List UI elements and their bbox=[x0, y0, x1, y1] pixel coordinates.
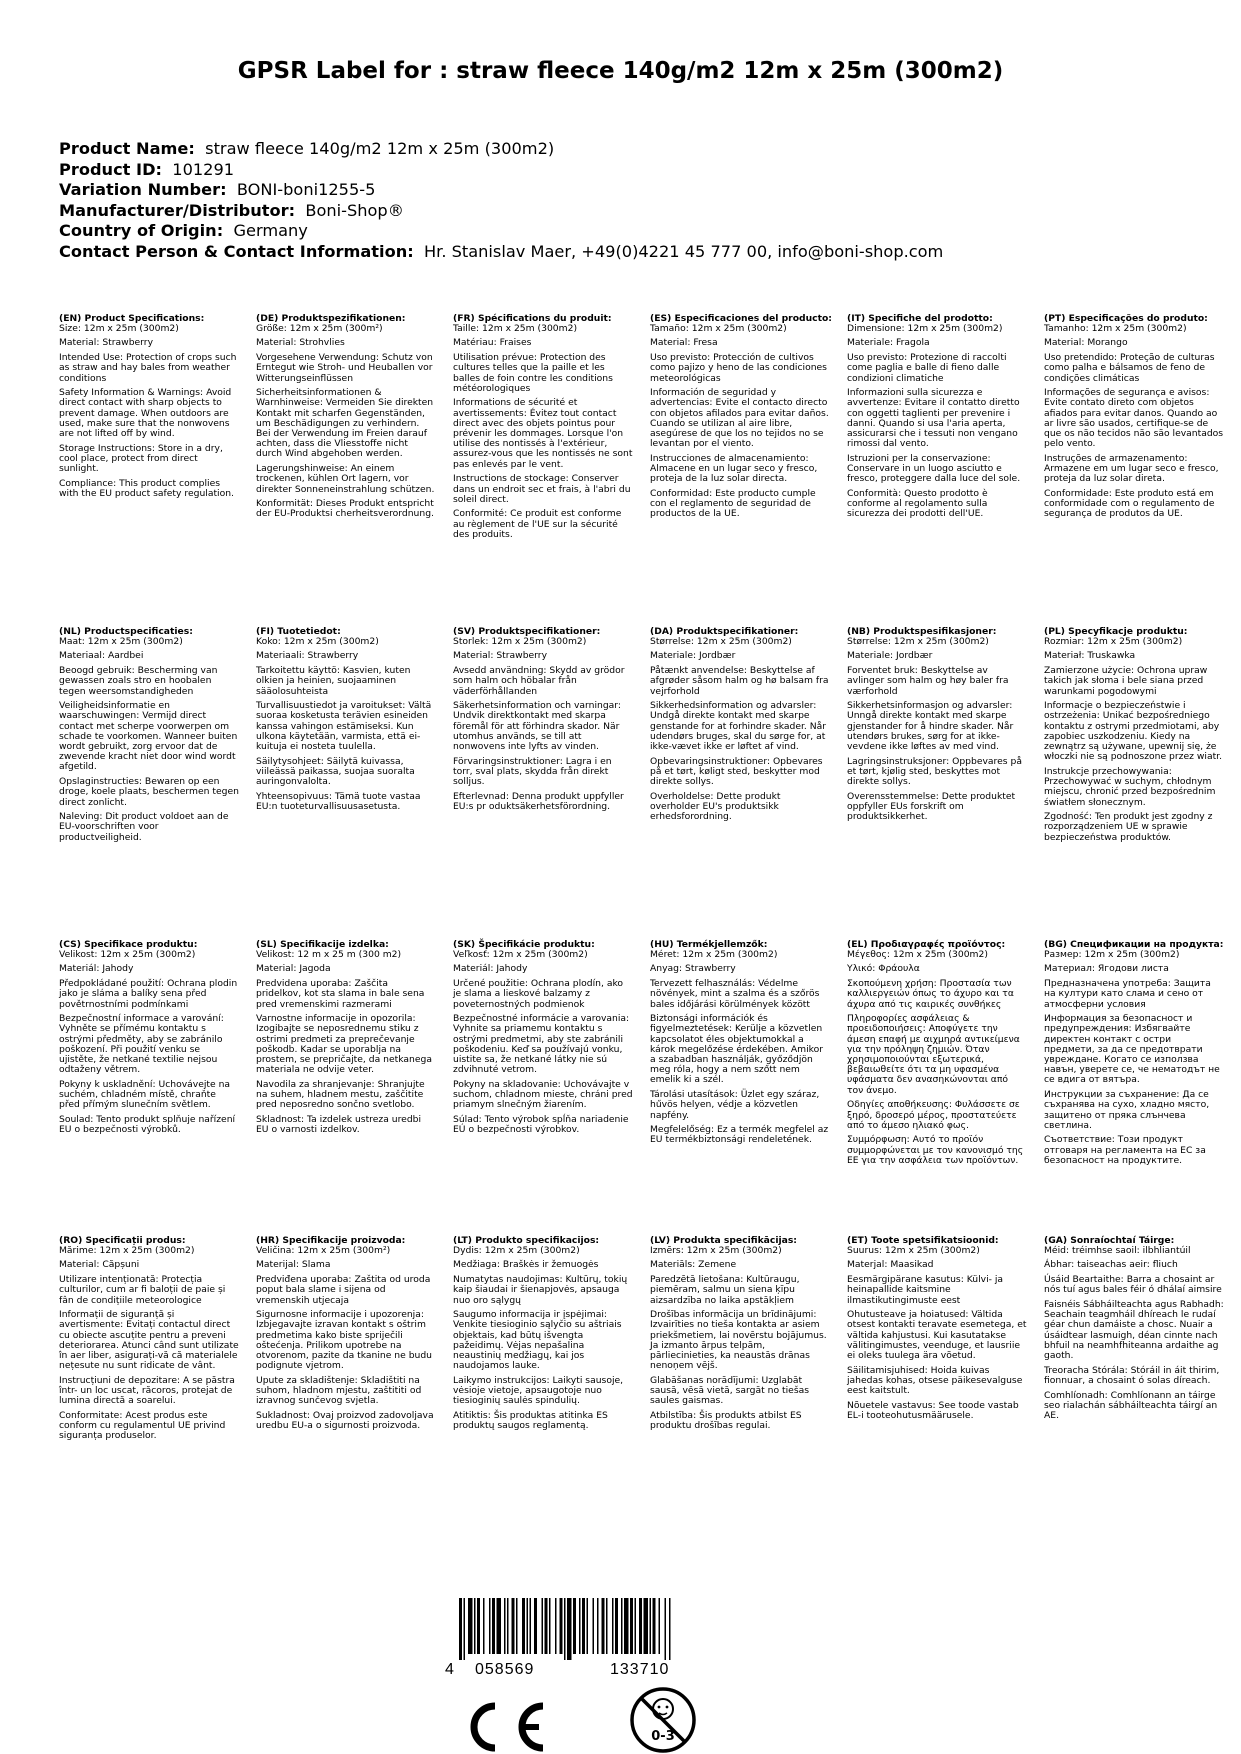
spec-paragraph: Instructions de stockage: Conserver dans un endroit sec et frais, à l'abri du soleil direct. bbox=[453, 473, 631, 505]
spec-paragraph: Инструкции за съхранение: Да се съхранява на сухо, хладно място, защитено от пряка слънчева светлина. bbox=[1044, 1089, 1210, 1131]
spec-block bbox=[256, 314, 436, 524]
spec-paragraph: Overholdelse: Dette produkt overholder EU's produktsikk erhedsforordning. bbox=[650, 790, 781, 823]
info-label: Manufacturer/Distributor: bbox=[59, 200, 296, 220]
spec-paragraph: Veiligheidsinformatie en waarschuwingen: Vermijd direct contact met scherpe voorwerpen om schade te voorkomen. Wanneer buiten wordt gebruikt, zorg ervoor dat de zwevende kracht niet door wind wordt afgetild. bbox=[59, 700, 238, 773]
spec-block bbox=[256, 940, 436, 1140]
spec-size: Размер: 12m x 25m (300m2) bbox=[1044, 949, 1180, 961]
spec-paragraph: Conformité: Ce produit est conforme au règlement de l'UE sur la sécurité des produits. bbox=[453, 508, 622, 540]
spec-paragraph: Съответствие: Този продукт отговаря на регламента на ЕС за безопасност на продуктите. bbox=[1044, 1134, 1206, 1166]
barcode-bar bbox=[459, 1598, 462, 1660]
barcode-bar bbox=[597, 1598, 599, 1654]
spec-paragraph: Overensstemmelse: Dette produktet oppfyller EUs forskrift om produktsikkerhet. bbox=[847, 790, 1016, 823]
info-value: 101291 bbox=[172, 159, 235, 179]
spec-paragraph: Anyag: Strawberry bbox=[650, 963, 736, 975]
spec-paragraph: Storage Instructions: Store in a dry, cool place, protect from direct sunlight. bbox=[59, 442, 223, 475]
spec-block bbox=[59, 1236, 239, 1446]
spec-paragraph: Ábhar: taiseachas aeir: fliuch bbox=[1044, 1259, 1178, 1271]
barcode bbox=[445, 1598, 755, 1678]
spec-paragraph: Compliance: This product complies with the EU product safety regulation. bbox=[59, 477, 234, 500]
barcode-bar bbox=[650, 1598, 652, 1654]
spec-paragraph: Säilitamisjuhised: Hoida kuivas jahedas kohas, otsese päikesevalguse eest kaitstult. bbox=[847, 1364, 1023, 1397]
barcode-bar bbox=[560, 1598, 563, 1654]
spec-paragraph: Πληροφορίες ασφάλειας & προειδοποιήσεις: Αποφύγετε την άμεση επαφή με αιχμηρά αντικείμενα για την πρόληψη ζημιών. Όταν χρησιμοποιούνται εξωτερικά, βεβαιωθείτε ότι τα μη υφασμένα υφάσματα δεν ανασηκώνονται από τον άνεμο. bbox=[847, 1013, 1020, 1096]
spec-block bbox=[453, 940, 633, 1140]
spec-heading: (IT) Specifiche del prodotto: bbox=[847, 313, 993, 324]
spec-paragraph: Medžiaga: Braškės ir žemuogės bbox=[453, 1259, 599, 1271]
spec-paragraph: Предназначена употреба: Защита на култури като слама и сено от атмосферни условия bbox=[1044, 978, 1211, 1010]
spec-size: Suurus: 12m x 25m (300m2) bbox=[847, 1245, 980, 1257]
barcode-bar bbox=[579, 1598, 581, 1654]
spec-heading: (GA) Sonraíochtaí Táirge: bbox=[1044, 1235, 1175, 1246]
barcode-bar bbox=[527, 1598, 529, 1654]
spec-paragraph: Pokyny na skladovanie: Uchovávajte v suchom, chladnom mieste, chráni pred priamym slnečným žiarením. bbox=[453, 1078, 633, 1111]
barcode-bar bbox=[555, 1598, 557, 1654]
info-value: straw fleece 140g/m2 12m x 25m (300m2) bbox=[205, 139, 555, 158]
barcode-bar bbox=[545, 1598, 548, 1654]
spec-paragraph: Informações de segurança e avisos: Evite contato direto com objetos afiados para evitar danos. Quando ao ar livre são usados, certifique-se de que os não tecidos não são levantados pelo vento. bbox=[1044, 387, 1224, 450]
spec-heading: (ET) Toote spetsifikatsioonid: bbox=[847, 1235, 999, 1246]
spec-paragraph: Navodila za shranjevanje: Shranjujte na suhem, hladnem mestu, zaščitite pred neposredno sončno svetlobo. bbox=[256, 1078, 425, 1111]
barcode-bar bbox=[549, 1598, 551, 1654]
barcode-digits-left: 058569 bbox=[475, 1661, 535, 1678]
spec-heading: (EN) Product Specifications: bbox=[59, 313, 205, 324]
spec-paragraph: Материал: Ягодови листа bbox=[1044, 963, 1169, 975]
info-label: Country of Origin: bbox=[59, 221, 224, 241]
spec-size: Dydis: 12m x 25m (300m2) bbox=[453, 1245, 580, 1257]
spec-paragraph: Laikymo instrukcijos: Laikyti sausoje, vėsioje vietoje, apsaugotoje nuo tiesioginių saulės spindulių. bbox=[453, 1374, 624, 1407]
spec-heading: (RO) Specificații produs: bbox=[59, 1235, 186, 1246]
spec-heading: (PT) Especificações do produto: bbox=[1044, 313, 1208, 324]
spec-heading: (PL) Specyfikacje produktu: bbox=[1044, 626, 1188, 637]
barcode-bar bbox=[635, 1598, 637, 1654]
spec-paragraph: Megfelelőség: Ez a termék megfelel az EU termékbiztonsági rendeletének. bbox=[650, 1124, 829, 1146]
spec-heading: (DE) Produktspezifikationen: bbox=[256, 313, 406, 324]
spec-paragraph: Sikkerhetsinformasjon og advarsler: Unngå direkte kontakt med skarpe gjenstander for å hindre skader. Når utendørs brukes, sørg for at ikke-vevdene ikke løftes av med vind. bbox=[847, 700, 1014, 753]
spec-paragraph: Materiāls: Zemene bbox=[650, 1259, 737, 1271]
barcode-bar bbox=[615, 1598, 618, 1654]
spec-paragraph: Saugumo informacija ir įspėjimai: Venkite tiesioginio sąlyčio su aštriais objektais, kad būtų išvengta pažeidimų. Vėjas nepašalina neaustinių medžiagų, kai jos naudojamos lauke. bbox=[453, 1309, 622, 1372]
barcode-bar bbox=[512, 1598, 515, 1654]
age-warning-icon bbox=[628, 1686, 698, 1754]
spec-paragraph: Υλικό: Φράουλα bbox=[847, 963, 920, 975]
barcode-bar bbox=[489, 1598, 491, 1654]
spec-block bbox=[1044, 314, 1224, 524]
spec-heading: (HU) Termékjellemzők: bbox=[650, 939, 768, 950]
spec-paragraph: Sigurnosne informacije i upozorenja: Izbjegavajte izravan kontakt s oštrim predmetima kako biste spriječili oštećenja. Prilikom upotrebe na otvorenom, pazite da tkanine ne budu podignute vjetrom. bbox=[256, 1309, 433, 1372]
spec-paragraph: Opslaginstructies: Bewaren op een droge, koele plaats, beschermen tegen direct zonlicht. bbox=[59, 776, 239, 808]
barcode-bar bbox=[567, 1598, 572, 1660]
spec-size: Méid: tréimhse saoil: ilbhliantúil bbox=[1044, 1245, 1191, 1257]
country-row bbox=[59, 221, 943, 242]
spec-paragraph: Materiaal: Aardbei bbox=[59, 650, 144, 662]
spec-paragraph: Beoogd gebruik: Bescherming van gewassen zoals stro en hoobalen tegen weersomstandigheden bbox=[59, 665, 218, 697]
spec-block bbox=[256, 1236, 436, 1436]
spec-paragraph: Comhlíonadh: Comhlíonann an táirge seo rialachán sábháilteachta táirgí an AE. bbox=[1044, 1389, 1218, 1422]
spec-paragraph: Tervezett felhasználás: Védelme növények, mint a szalma és a szőrös bales időjárási körülmények között bbox=[650, 978, 820, 1010]
spec-block bbox=[1044, 1236, 1224, 1426]
spec-paragraph: Materijal: Slama bbox=[256, 1259, 331, 1271]
spec-paragraph: Säilytysohjeet: Säilytä kuivassa, viileässä paikassa, suojaa suoralta auringonvalolta. bbox=[256, 755, 415, 788]
spec-paragraph: Materiał: Truskawka bbox=[1044, 650, 1136, 662]
product-info bbox=[59, 139, 943, 263]
contact-row bbox=[59, 242, 943, 263]
spec-paragraph: Conformitate: Acest produs este conform cu regulamentul UE privind siguranța produselor. bbox=[59, 1410, 226, 1442]
spec-heading: (ES) Especificaciones del producto: bbox=[650, 313, 832, 324]
barcode-bar bbox=[602, 1598, 605, 1654]
spec-block bbox=[847, 940, 1027, 1171]
spec-paragraph: Varnostne informacije in opozorila: Izogibajte se neposrednemu stiku z ostrimi predmeti za preprečevanje poškodb. Kadar se uporablja na prostem, se prepričajte, da netkanega materiala ne odvije veter. bbox=[256, 1013, 432, 1076]
spec-paragraph: Materiale: Jordbær bbox=[847, 650, 933, 662]
spec-paragraph: Conformidade: Este produto está em conformidade com o regulamento de segurança de produtos da UE. bbox=[1044, 488, 1215, 520]
barcode-bar bbox=[573, 1598, 576, 1654]
spec-paragraph: Förvaringsinstruktioner: Lagra i en torr, sval plats, skydda från direkt solljus. bbox=[453, 755, 612, 788]
spec-paragraph: Instrucțiuni de depozitare: A se păstra într- un loc uscat, răcoros, protejat de lumina directă a soarelui. bbox=[59, 1374, 235, 1407]
spec-heading: (LT) Produkto specifikacijos: bbox=[453, 1235, 600, 1246]
info-value: BONI-boni1255-5 bbox=[236, 180, 376, 200]
spec-paragraph: Faisnéis Sábháilteachta agus Rabhadh: Seachain teagmháil dhíreach le rudaí géar chun damáiste a chosc. Nuair a úsáidtear lasmuigh, déan cinnte nach bhfuil na neamhfhiteanna ardaithe ag gaoth. bbox=[1044, 1299, 1224, 1362]
spec-size: Dimensione: 12m x 25m (300m2) bbox=[847, 323, 1003, 335]
barcode-bar bbox=[564, 1598, 566, 1660]
spec-paragraph: Materiál: Jahody bbox=[453, 963, 528, 975]
spec-heading: (FI) Tuotetiedot: bbox=[256, 626, 341, 637]
spec-paragraph: Material: Jagoda bbox=[256, 963, 331, 975]
spec-paragraph: Treoracha Stórála: Stóráil in áit thirim, fionnuar, a chosaint ó solas díreach. bbox=[1044, 1364, 1220, 1386]
spec-paragraph: Istruzioni per la conservazione: Conservare in un luogo asciutto e fresco, proteggere dalla luce del sole. bbox=[847, 452, 1021, 485]
spec-paragraph: Skladnost: Ta izdelek ustreza uredbi EU o varnosti izdelkov. bbox=[256, 1114, 422, 1136]
spec-paragraph: Material: Strawberry bbox=[453, 650, 548, 662]
spec-paragraph: Utilizare intenționată: Protecția culturilor, cum ar fi baloții de paie și fân de condițiile meteorologice bbox=[59, 1274, 226, 1306]
spec-size: Tamanho: 12m x 25m (300m2) bbox=[1044, 323, 1187, 335]
barcode-bar bbox=[621, 1598, 623, 1654]
spec-size: Μέγεθος: 12m x 25m (300m2) bbox=[847, 949, 988, 961]
spec-block bbox=[847, 1236, 1027, 1426]
spec-block bbox=[59, 627, 239, 847]
spec-size: Izmērs: 12m x 25m (300m2) bbox=[650, 1245, 782, 1257]
spec-paragraph: Upute za skladištenje: Skladištiti na suhom, hladnom mjestu, zaštititi od izravnog sunčevog svjetla. bbox=[256, 1374, 422, 1407]
spec-paragraph: Predvidena uporaba: Zaščita pridelkov, kot sta slama in bale sena pred vremenskimi razmerami bbox=[256, 978, 425, 1010]
spec-block bbox=[1044, 940, 1224, 1171]
barcode-bar bbox=[669, 1598, 671, 1660]
barcode-bar bbox=[477, 1598, 480, 1654]
spec-paragraph: Material: Strawberry bbox=[59, 337, 154, 349]
spec-block bbox=[1044, 627, 1224, 847]
spec-paragraph: Glabāšanas norādījumi: Uzglabāt sausā, vēsā vietā, sargāt no tiešas saules gaismas. bbox=[650, 1374, 810, 1407]
spec-block bbox=[847, 627, 1027, 827]
spec-paragraph: Určené použitie: Ochrana plodín, ako je slama a lieskové balzamy z poveternostných podmienok bbox=[453, 978, 624, 1010]
info-label: Contact Person & Contact Information: bbox=[59, 241, 414, 261]
spec-paragraph: Paredzētā lietošana: Kultūraugu, piemēram, salmu un siena ķīpu aizsardzība no laika apstākļiem bbox=[650, 1274, 800, 1306]
spec-paragraph: Οδηγίες αποθήκευσης: Φυλάσσετε σε ξηρό, δροσερό μέρος, προστατεύετε από το άμεσο ηλιακό φως. bbox=[847, 1099, 1020, 1131]
spec-paragraph: Material: Strohvlies bbox=[256, 337, 345, 349]
spec-paragraph: Bezpečnostní informace a varování: Vyhněte se přímému kontaktu s ostrými předměty, aby se zabránilo poškození. Při použití venku se ujistěte, že netkané textilie nejsou odtaženy větrem. bbox=[59, 1013, 224, 1076]
spec-paragraph: Material: Morango bbox=[1044, 337, 1128, 349]
spec-paragraph: Materjal: Maasikad bbox=[847, 1259, 934, 1271]
spec-paragraph: Opbevaringsinstruktioner: Opbevares på et tørt, køligt sted, beskytter mod direkte sollys. bbox=[650, 755, 823, 788]
spec-paragraph: Conformità: Questo prodotto è conforme al regolamento sulla sicurezza dei prodotti dell'UE. bbox=[847, 488, 988, 520]
spec-heading: (BG) Спецификации на продукта: bbox=[1044, 939, 1224, 950]
barcode-bar bbox=[593, 1598, 595, 1654]
spec-paragraph: Instrukcje przechowywania: Przechowywać w suchym, chłodnym miejscu, chronić przed bezpośrednim światłem słonecznym. bbox=[1044, 765, 1216, 808]
spec-paragraph: Uso pretendido: Proteção de culturas como palha e bálsamos de feno de condições climáticas bbox=[1044, 352, 1215, 384]
barcode-bar bbox=[464, 1598, 466, 1660]
age-warning-text: 0-3 bbox=[651, 1729, 675, 1744]
spec-paragraph: Informazioni sulla sicurezza e avvertenze: Evitare il contatto diretto con oggetti taglienti per prevenire i danni. Quando si usa l'aria aperta, assicurarsi che i tessuti non vengano rimossi dal vento. bbox=[847, 387, 1020, 450]
spec-paragraph: Drošības informācija un brīdinājumi: Izvairīties no tieša kontakta ar asiem priekšmetiem, lai novērstu bojājumus. Ja izmanto ārpus telpām, pārliecinieties, ka neaustās drānas nenoņem vējš. bbox=[650, 1309, 827, 1372]
spec-size: Størrelse: 12m x 25m (300m2) bbox=[847, 636, 989, 648]
spec-heading: (NL) Productspecificaties: bbox=[59, 626, 193, 637]
spec-size: Méret: 12m x 25m (300m2) bbox=[650, 949, 778, 961]
spec-paragraph: Soulad: Tento produkt splňuje nařízení EU o bezpečnosti výrobků. bbox=[59, 1114, 236, 1136]
spec-block bbox=[59, 940, 239, 1140]
spec-heading: (SL) Specifikacije izdelka: bbox=[256, 939, 389, 950]
spec-paragraph: Uso previsto: Protezione di raccolti come paglia e balle di fieno dalle condizioni climatiche bbox=[847, 352, 1007, 384]
barcode-bar bbox=[630, 1598, 633, 1654]
barcode-bar bbox=[624, 1598, 629, 1654]
barcode-bar bbox=[507, 1598, 509, 1654]
barcode-bar bbox=[606, 1598, 608, 1654]
spec-paragraph: Konformität: Dieses Produkt entspricht der EU-Produktsi cherheitsverordnung. bbox=[256, 498, 434, 520]
spec-paragraph: Materiale: Jordbær bbox=[650, 650, 736, 662]
spec-paragraph: Materiál: Jahody bbox=[59, 963, 134, 975]
spec-paragraph: Předpokládané použití: Ochrana plodin jako je sláma a balíky sena před povětrnostními podmínkami bbox=[59, 978, 238, 1010]
spec-paragraph: Atitiktis: Šis produktas atitinka ES produktų saugos reglamentą. bbox=[453, 1410, 608, 1432]
spec-block bbox=[650, 940, 830, 1150]
spec-paragraph: Forventet bruk: Beskyttelse av avlinger som halm og høy baler fra værforhold bbox=[847, 665, 1009, 697]
spec-paragraph: Súlad: Tento výrobok spĺňa nariadenie EÚ o bezpečnosti výrobkov. bbox=[453, 1114, 629, 1136]
spec-size: Veľkosť: 12m x 25m (300m2) bbox=[453, 949, 588, 961]
spec-paragraph: Turvallisuustiedot ja varoitukset: Vältä suoraa kosketusta terävien esineiden kanssa vahingon estämiseksi. Kun ulkona käytetään, varmista, että ei-kuituja ei nosteta tuulella. bbox=[256, 700, 432, 753]
spec-size: Size: 12m x 25m (300m2) bbox=[59, 323, 179, 335]
spec-paragraph: Información de seguridad y advertencias: Evite el contacto directo con objetos afilados para evitar daños. Cuando se utilizan al aire libre, asegúrese de que los no tejidos no se levantan por el viento. bbox=[650, 387, 829, 450]
spec-paragraph: Zamierzone użycie: Ochrona upraw takich jak słoma i bele siana przed warunkami pogodowymi bbox=[1044, 665, 1208, 697]
barcode-bar bbox=[587, 1598, 589, 1654]
spec-heading: (FR) Spécifications du produit: bbox=[453, 313, 612, 324]
manufacturer-row bbox=[59, 201, 943, 222]
spec-block bbox=[59, 314, 239, 504]
spec-paragraph: Materiale: Fragola bbox=[847, 337, 930, 349]
spec-paragraph: Eesmärgipärane kasutus: Külvi- ja heinapallide kaitsmine ilmastikutingimuste eest bbox=[847, 1274, 1004, 1306]
spec-size: Koko: 12m x 25m (300m2) bbox=[256, 636, 379, 648]
barcode-bar bbox=[542, 1598, 544, 1654]
info-label: Product ID: bbox=[59, 159, 162, 179]
spec-heading: (SV) Produktspecifikationer: bbox=[453, 626, 601, 637]
spec-paragraph: Predviđena uporaba: Zaštita od uroda poput bala slame i sijena od vremenskih utjecaja bbox=[256, 1274, 431, 1306]
spec-paragraph: Lagerungshinweise: An einem trockenen, kühlen Ort lagern, vor direkter Sonneneinstrahlung schützen. bbox=[256, 463, 435, 495]
info-value: Germany bbox=[233, 221, 308, 241]
info-label: Product Name: bbox=[59, 139, 195, 158]
spec-size: Størrelse: 12m x 25m (300m2) bbox=[650, 636, 792, 648]
spec-paragraph: Material: Fresa bbox=[650, 337, 718, 349]
barcode-bar bbox=[530, 1598, 532, 1654]
spec-size: Mărime: 12m x 25m (300m2) bbox=[59, 1245, 195, 1257]
spec-paragraph: Informations de sécurité et avertissements: Évitez tout contact direct avec des objets pointus pour prévenir les dommages. Lorsque l'on utilise des nontissés à l'extérieur, assurez-vous que les nontissés ne sont pas enlevés par le vent. bbox=[453, 397, 633, 470]
spec-block bbox=[453, 314, 633, 545]
spec-paragraph: Naleving: Dit product voldoet aan de EU-voorschriften voor productveiligheid. bbox=[59, 811, 229, 843]
spec-paragraph: Uso previsto: Protección de cultivos como pajizo y heno de las condiciones meteorológicas bbox=[650, 352, 827, 384]
spec-size: Velikost: 12 m x 25 m (300 m2) bbox=[256, 949, 402, 961]
barcode-bar bbox=[522, 1598, 525, 1654]
spec-heading: (CS) Specifikace produktu: bbox=[59, 939, 198, 950]
spec-size: Größe: 12m x 25m (300m²) bbox=[256, 323, 383, 335]
spec-heading: (SK) Špecifikácie produktu: bbox=[453, 939, 595, 950]
spec-size: Velikost: 12m x 25m (300m2) bbox=[59, 949, 196, 961]
barcode-bar bbox=[483, 1598, 485, 1654]
spec-paragraph: Conformidad: Este producto cumple con el reglamento de seguridad de productos de la UE. bbox=[650, 488, 816, 520]
spec-heading: (NB) Produktspesifikasjoner: bbox=[847, 626, 997, 637]
info-value: Boni-Shop® bbox=[305, 200, 404, 220]
spec-paragraph: Safety Information & Warnings: Avoid direct contact with sharp objects to prevent damage. When outdoors are used, make sure that the nonwovens are not lifted off by wind. bbox=[59, 387, 232, 440]
spec-paragraph: Zgodność: Ten produkt jest zgodny z rozporządzeniem UE w sprawie bezpieczeństwa produktów. bbox=[1044, 811, 1213, 843]
spec-paragraph: Säkerhetsinformation och varningar: Undvik direktkontakt med skarpa föremål för att förhindra skador. När utomhus används, se till att nonwovens inte lyfts av vinden. bbox=[453, 700, 622, 753]
spec-paragraph: Bezpečnostné informácie a varovania: Vyhnite sa priamemu kontaktu s ostrými predmetmi, aby ste zabránili poškodeniu. Keď sa používajú vonku, uistite sa, že netkané látky nie sú zdvihnuté vetrom. bbox=[453, 1013, 630, 1076]
barcode-bar bbox=[492, 1598, 495, 1654]
barcode-bar bbox=[665, 1598, 667, 1660]
barcode-bar bbox=[644, 1598, 649, 1654]
product-id-row bbox=[59, 160, 943, 181]
barcode-bar bbox=[504, 1598, 506, 1654]
spec-paragraph: Biztonsági információk és figyelmeztetések: Kerülje a közvetlen kapcsolatot éles objektumokkal a károk megelőzése érdekében. Amikor a szabadban használják, győződjön meg róla, hogy a nem szőtt nem emelik ki a szél. bbox=[650, 1013, 824, 1086]
spec-size: Rozmiar: 12m x 25m (300m2) bbox=[1044, 636, 1183, 648]
spec-size: Maat: 12m x 25m (300m2) bbox=[59, 636, 183, 648]
spec-size: Taille: 12m x 25m (300m2) bbox=[453, 323, 578, 335]
spec-paragraph: Vorgesehene Verwendung: Schutz von Erntegut wie Stroh- und Heuballen vor Witterungseinflüssen bbox=[256, 352, 433, 384]
barcode-bar bbox=[639, 1598, 642, 1654]
spec-block bbox=[453, 1236, 633, 1436]
spec-block bbox=[650, 314, 830, 524]
spec-paragraph: Atbilstība: Šis produkts atbilst ES produktu drošības regulai. bbox=[650, 1410, 802, 1432]
spec-paragraph: Tárolási utasítások: Üzlet egy száraz, hűvös helyen, védje a közvetlen napfény. bbox=[650, 1089, 820, 1121]
spec-heading: (DA) Produktspecifikationer: bbox=[650, 626, 799, 637]
spec-block bbox=[650, 627, 830, 827]
spec-paragraph: Intended Use: Protection of crops such as straw and hay bales from weather conditions bbox=[59, 352, 237, 384]
barcode-bar bbox=[653, 1598, 656, 1654]
spec-paragraph: Ohutusteave ja hoiatused: Vältida otsest kontakti teravate esemetega, et vältida kahjustusi. Kui kasutatakse välitingimustes, veenduge, et lausriie ei oleks tuulega ära võetud. bbox=[847, 1309, 1027, 1362]
barcode-digit-lead: 4 bbox=[445, 1661, 454, 1678]
spec-size: Veličina: 12m x 25m (300m²) bbox=[256, 1245, 391, 1257]
spec-paragraph: Informacje o bezpieczeństwie i ostrzeżenia: Unikać bezpośredniego kontaktu z ostrymi przedmiotami, aby zapobiec uszkodzeniu. Kiedy na zewnątrz są używane, upewnij się, że włoczki nie są podnoszone przez wiatr. bbox=[1044, 700, 1223, 763]
barcode-bar bbox=[659, 1598, 661, 1654]
barcode-bar bbox=[612, 1598, 614, 1654]
barcode-bar bbox=[474, 1598, 476, 1654]
barcode-bar bbox=[534, 1598, 537, 1654]
product-name-row bbox=[59, 139, 943, 160]
spec-paragraph: Sikkerhedsinformation og advarsler: Undgå direkte kontakt med skarpe genstande for at forhindre skader. Når udendørs bruges, skal du sørge for, at ikke-vævet ikke er løftet af vind. bbox=[650, 700, 827, 753]
spec-paragraph: Matériau: Fraises bbox=[453, 337, 532, 349]
spec-heading: (EL) Προδιαγραφές προϊόντος: bbox=[847, 939, 1006, 950]
spec-paragraph: Úsáid Beartaithe: Barra a chosaint ar nós tuí agus bales féir ó dhálaí aimsire bbox=[1044, 1274, 1222, 1296]
barcode-bar bbox=[497, 1598, 502, 1654]
spec-block bbox=[453, 627, 633, 817]
barcode-bar bbox=[468, 1598, 473, 1654]
spec-block bbox=[256, 627, 436, 817]
spec-paragraph: Avsedd användning: Skydd av grödor som halm och höbalar från väderförhållanden bbox=[453, 665, 625, 697]
info-value: Hr. Stanislav Maer, +49(0)4221 45 777 00, info@boni-shop.com bbox=[424, 241, 944, 261]
spec-paragraph: Instrucciones de almacenamiento: Almacene en un lugar seco y fresco, proteja de la luz solar directa. bbox=[650, 452, 818, 485]
spec-paragraph: Sicherheitsinformationen & Warnhinweise: Vermeiden Sie direkten Kontakt mit scharfen Gegenständen, um Beschädigungen zu verhindern. Bei der Verwendung im Freien darauf achten, dass die Vliesstoffe nicht durch Wind abgehoben werden. bbox=[256, 387, 434, 460]
ce-mark-icon bbox=[455, 1700, 551, 1754]
info-label: Variation Number: bbox=[59, 180, 227, 200]
barcode-bar bbox=[582, 1598, 585, 1654]
spec-paragraph: Nõuetele vastavus: See toode vastab EL-i tooteohutusmäärusele. bbox=[847, 1399, 1019, 1422]
spec-paragraph: Yhteensopivuus: Tämä tuote vastaa EU:n tuoteturvallisuusasetusta. bbox=[256, 790, 421, 813]
spec-size: Storlek: 12m x 25m (300m2) bbox=[453, 636, 587, 648]
spec-paragraph: Numatytas naudojimas: Kultūrų, tokių kaip šiaudai ir šienapjovės, apsauga nuo oro sąlygų bbox=[453, 1274, 628, 1306]
spec-paragraph: Pokyny k uskladnění: Uchovávejte na suchém, chladném místě, chraňte před přímým slunečním světlem. bbox=[59, 1078, 231, 1111]
variation-number-row bbox=[59, 180, 943, 201]
spec-paragraph: Utilisation prévue: Protection des cultures telles que la paille et les balles de foin contre les conditions météorologiques bbox=[453, 352, 613, 394]
spec-heading: (LV) Produkta specifikācijas: bbox=[650, 1235, 797, 1246]
barcode-bar bbox=[516, 1598, 518, 1654]
spec-paragraph: Efterlevnad: Denna produkt uppfyller EU:s pr oduktsäkerhetsförordning. bbox=[453, 790, 624, 813]
spec-size: Tamaño: 12m x 25m (300m2) bbox=[650, 323, 787, 335]
spec-paragraph: Materiaali: Strawberry bbox=[256, 650, 359, 662]
spec-block bbox=[847, 314, 1027, 524]
spec-paragraph: Информация за безопасност и предупреждения: Избягвайте директен контакт с остри предмети, за да се предотврати увреждане. Когато се използва навън, уверете се, че нематодът не се вдига от вятъра. bbox=[1044, 1013, 1220, 1086]
spec-paragraph: Συμμόρφωση: Αυτό το προϊόν συμμορφώνεται με τον κανονισμό της ΕΕ για την ασφάλεια των προϊόντων. bbox=[847, 1134, 1024, 1166]
barcode-digits-right: 133710 bbox=[610, 1661, 670, 1678]
spec-paragraph: Σκοπούμενη χρήση: Προστασία των καλλιεργειών όπως το άχυρο και τα άχυρα από τις καιρικές συνθήκες bbox=[847, 978, 1014, 1010]
spec-paragraph: Instruções de armazenamento: Armazene em um lugar seco e fresco, proteja da luz solar direta. bbox=[1044, 452, 1219, 485]
spec-paragraph: Lagringsinstruksjoner: Oppbevares på et tørt, kjølig sted, beskyttes mot direkte sollys. bbox=[847, 755, 1022, 788]
spec-paragraph: Påtænkt anvendelse: Beskyttelse af afgrøder såsom halm og hø balsam fra vejrforhold bbox=[650, 665, 829, 697]
spec-paragraph: Informații de siguranță și avertismente: Evitați contactul direct cu obiecte ascuțite pentru a preveni deteriorarea. Atunci când sunt utilizate în aer liber, asigurați-vă că materialele nețesute nu sunt ridicate de vânt. bbox=[59, 1309, 239, 1372]
page-title: GPSR Label for : straw fleece 140g/m2 12m x 25m (300m2) bbox=[237, 58, 1004, 84]
spec-paragraph: Sukladnost: Ovaj proizvod zadovoljava uredbu EU-a o sigurnosti proizvoda. bbox=[256, 1410, 434, 1432]
spec-paragraph: Tarkoitettu käyttö: Kasvien, kuten olkien ja heinien, suojaaminen sääolosuhteista bbox=[256, 665, 411, 697]
spec-paragraph: Material: Căpșuni bbox=[59, 1259, 140, 1271]
spec-block bbox=[650, 1236, 830, 1436]
spec-heading: (HR) Specifikacije proizvoda: bbox=[256, 1235, 406, 1246]
